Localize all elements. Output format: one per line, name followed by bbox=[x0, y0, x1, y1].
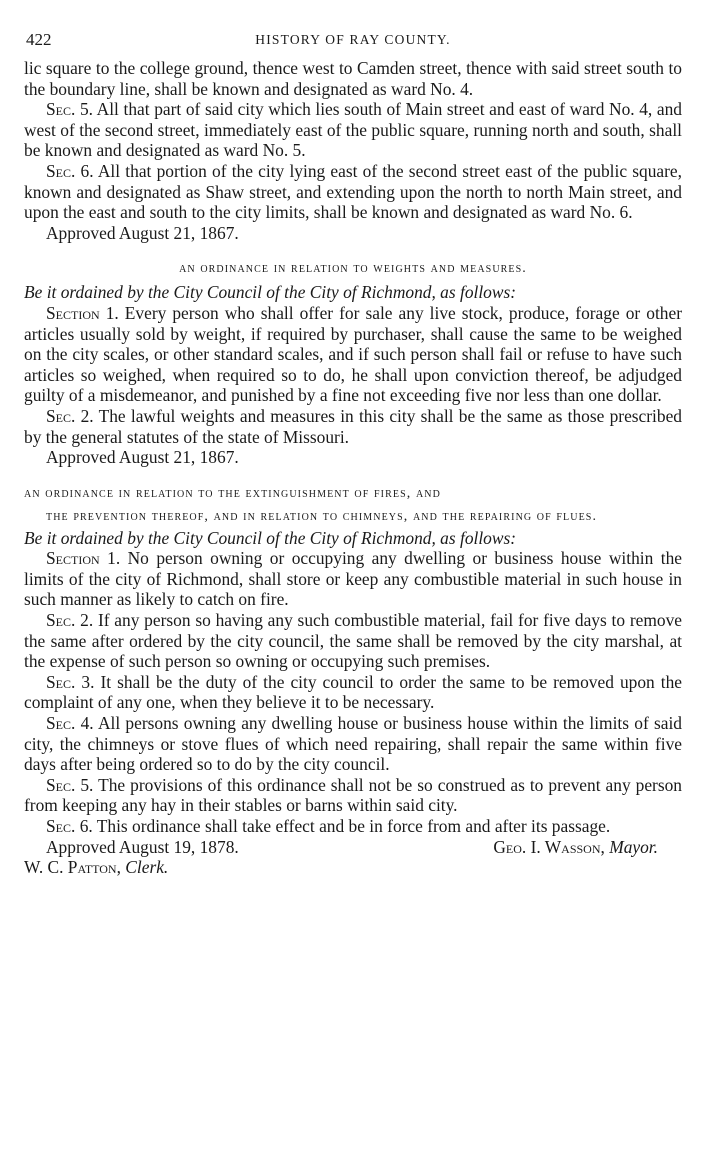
section-label: Section 1. bbox=[46, 548, 121, 569]
approved-line: Approved August 19, 1878. bbox=[46, 836, 239, 857]
weights-section-1 bbox=[24, 303, 682, 406]
clerk-signature bbox=[24, 857, 682, 878]
approved-line: Approved August 21, 1867. bbox=[46, 447, 239, 468]
running-title: HISTORY OF RAY COUNTY. bbox=[255, 32, 451, 47]
section-text: The provisions of this ordinance shall not be so construed as to prevent any person from keeping any hay in their stables or barns within said city. bbox=[24, 774, 683, 816]
section-text: All that part of said city which lies south of Main street and east of ward No. 4, and west of the second street, immediately east of the public square, running north and south, shall be known and designated as ward No. 5. bbox=[24, 99, 682, 161]
section-text: No person owning or occupying any dwelling or business house within the limits of the city of Richmond, shall store or keep any combustible material in such house in such manner as likely to catch on fire. bbox=[24, 548, 683, 610]
page-body bbox=[24, 58, 682, 878]
approved-line: Approved August 21, 1867. bbox=[46, 222, 239, 243]
fires-section-2 bbox=[24, 610, 682, 672]
running-head bbox=[24, 30, 682, 52]
enacting-clause: Be it ordained by the City Council of the City of Richmond, as follows: bbox=[24, 527, 517, 548]
sec-5-paragraph bbox=[24, 99, 682, 161]
section-label: Sec. 6. bbox=[46, 160, 94, 181]
section-label: Section 1. bbox=[46, 302, 119, 323]
fires-section-4 bbox=[24, 713, 682, 775]
section-text: It shall be the duty of the city council to order the same to be removed upon the complaint of any one, when they believe it to be necessary. bbox=[24, 671, 683, 713]
heading-line-1: an ordinance in relation to the extinguishment of fires, and bbox=[24, 485, 441, 501]
section-text: If any person so having any such combustible material, fail for five days to remove the same after ordered by the city council, the same shall be removed by the city marshal, at the expense of such person so owning or occupying such premises. bbox=[24, 610, 682, 672]
fires-section-6 bbox=[24, 816, 682, 837]
mayor-name: Geo. I. Wasson, bbox=[493, 836, 605, 857]
fires-section-5 bbox=[24, 775, 682, 816]
enacting-clause: Be it ordained by the City Council of the City of Richmond, as follows: bbox=[24, 282, 517, 303]
fires-ordinance-heading bbox=[24, 482, 682, 528]
mayor-signature bbox=[493, 837, 682, 858]
clerk-name: W. C. Patton, bbox=[24, 857, 121, 878]
approval-signature-line bbox=[24, 837, 682, 858]
weights-ordinance-heading: an ordinance in relation to weights and measures. bbox=[179, 261, 527, 277]
section-label: Sec. 4. bbox=[46, 713, 94, 734]
section-label: Sec. 3. bbox=[46, 671, 95, 692]
fires-section-1 bbox=[24, 548, 682, 610]
section-text: All that portion of the city lying east of the second street east of the public square, known and designated as Shaw street, and extending upon the north to north Main street, and upon the east and south to the city limits, shall be known and designated as ward No. 6. bbox=[24, 160, 682, 223]
section-label: Sec. 2. bbox=[46, 405, 94, 426]
fires-section-3 bbox=[24, 672, 682, 713]
section-label: Sec. 2. bbox=[46, 610, 94, 631]
page-number: 422 bbox=[26, 30, 52, 49]
section-label: Sec. 6. bbox=[46, 816, 93, 836]
section-text: This ordinance shall take effect and be in force from and after its passage. bbox=[92, 816, 611, 836]
section-text: The lawful weights and measures in this city shall be the same as those prescribed by the general statutes of the state of Missouri. bbox=[24, 405, 683, 447]
section-label: Sec. 5. bbox=[46, 99, 94, 120]
section-text: Every person who shall offer for sale any live stock, produce, forage or other articles usually sold by weight, if required by purchaser, shall cause the same to be weighed on the city scales, or other standard scales, and if such person shall fail or refuse to have such articles so weighed, when required so to do, he shall upon conviction thereof, be adjudged guilty of a misdemeanor, and punished by a fine not exceeding five nor less than one dollar. bbox=[24, 302, 682, 406]
section-label: Sec. 5. bbox=[46, 774, 94, 795]
weights-section-2 bbox=[24, 406, 682, 447]
ward-4-paragraph: lic square to the college ground, thence west to Camden street, thence with said street south to the boundary line, shall be known and designated as ward No. 4. bbox=[24, 58, 682, 99]
clerk-title: Clerk. bbox=[120, 857, 169, 878]
sec-6-paragraph bbox=[24, 161, 682, 223]
mayor-title: Mayor. bbox=[604, 836, 658, 857]
section-text: All persons owning any dwelling house or business house within the limits of said city, the chimneys or stove flues of which need repairing, shall repair the same within five days after being ordered so to do by the city council. bbox=[24, 713, 682, 775]
heading-line-2: the prevention thereof, and in relation to chimneys, and the repairing of flues. bbox=[46, 508, 598, 524]
